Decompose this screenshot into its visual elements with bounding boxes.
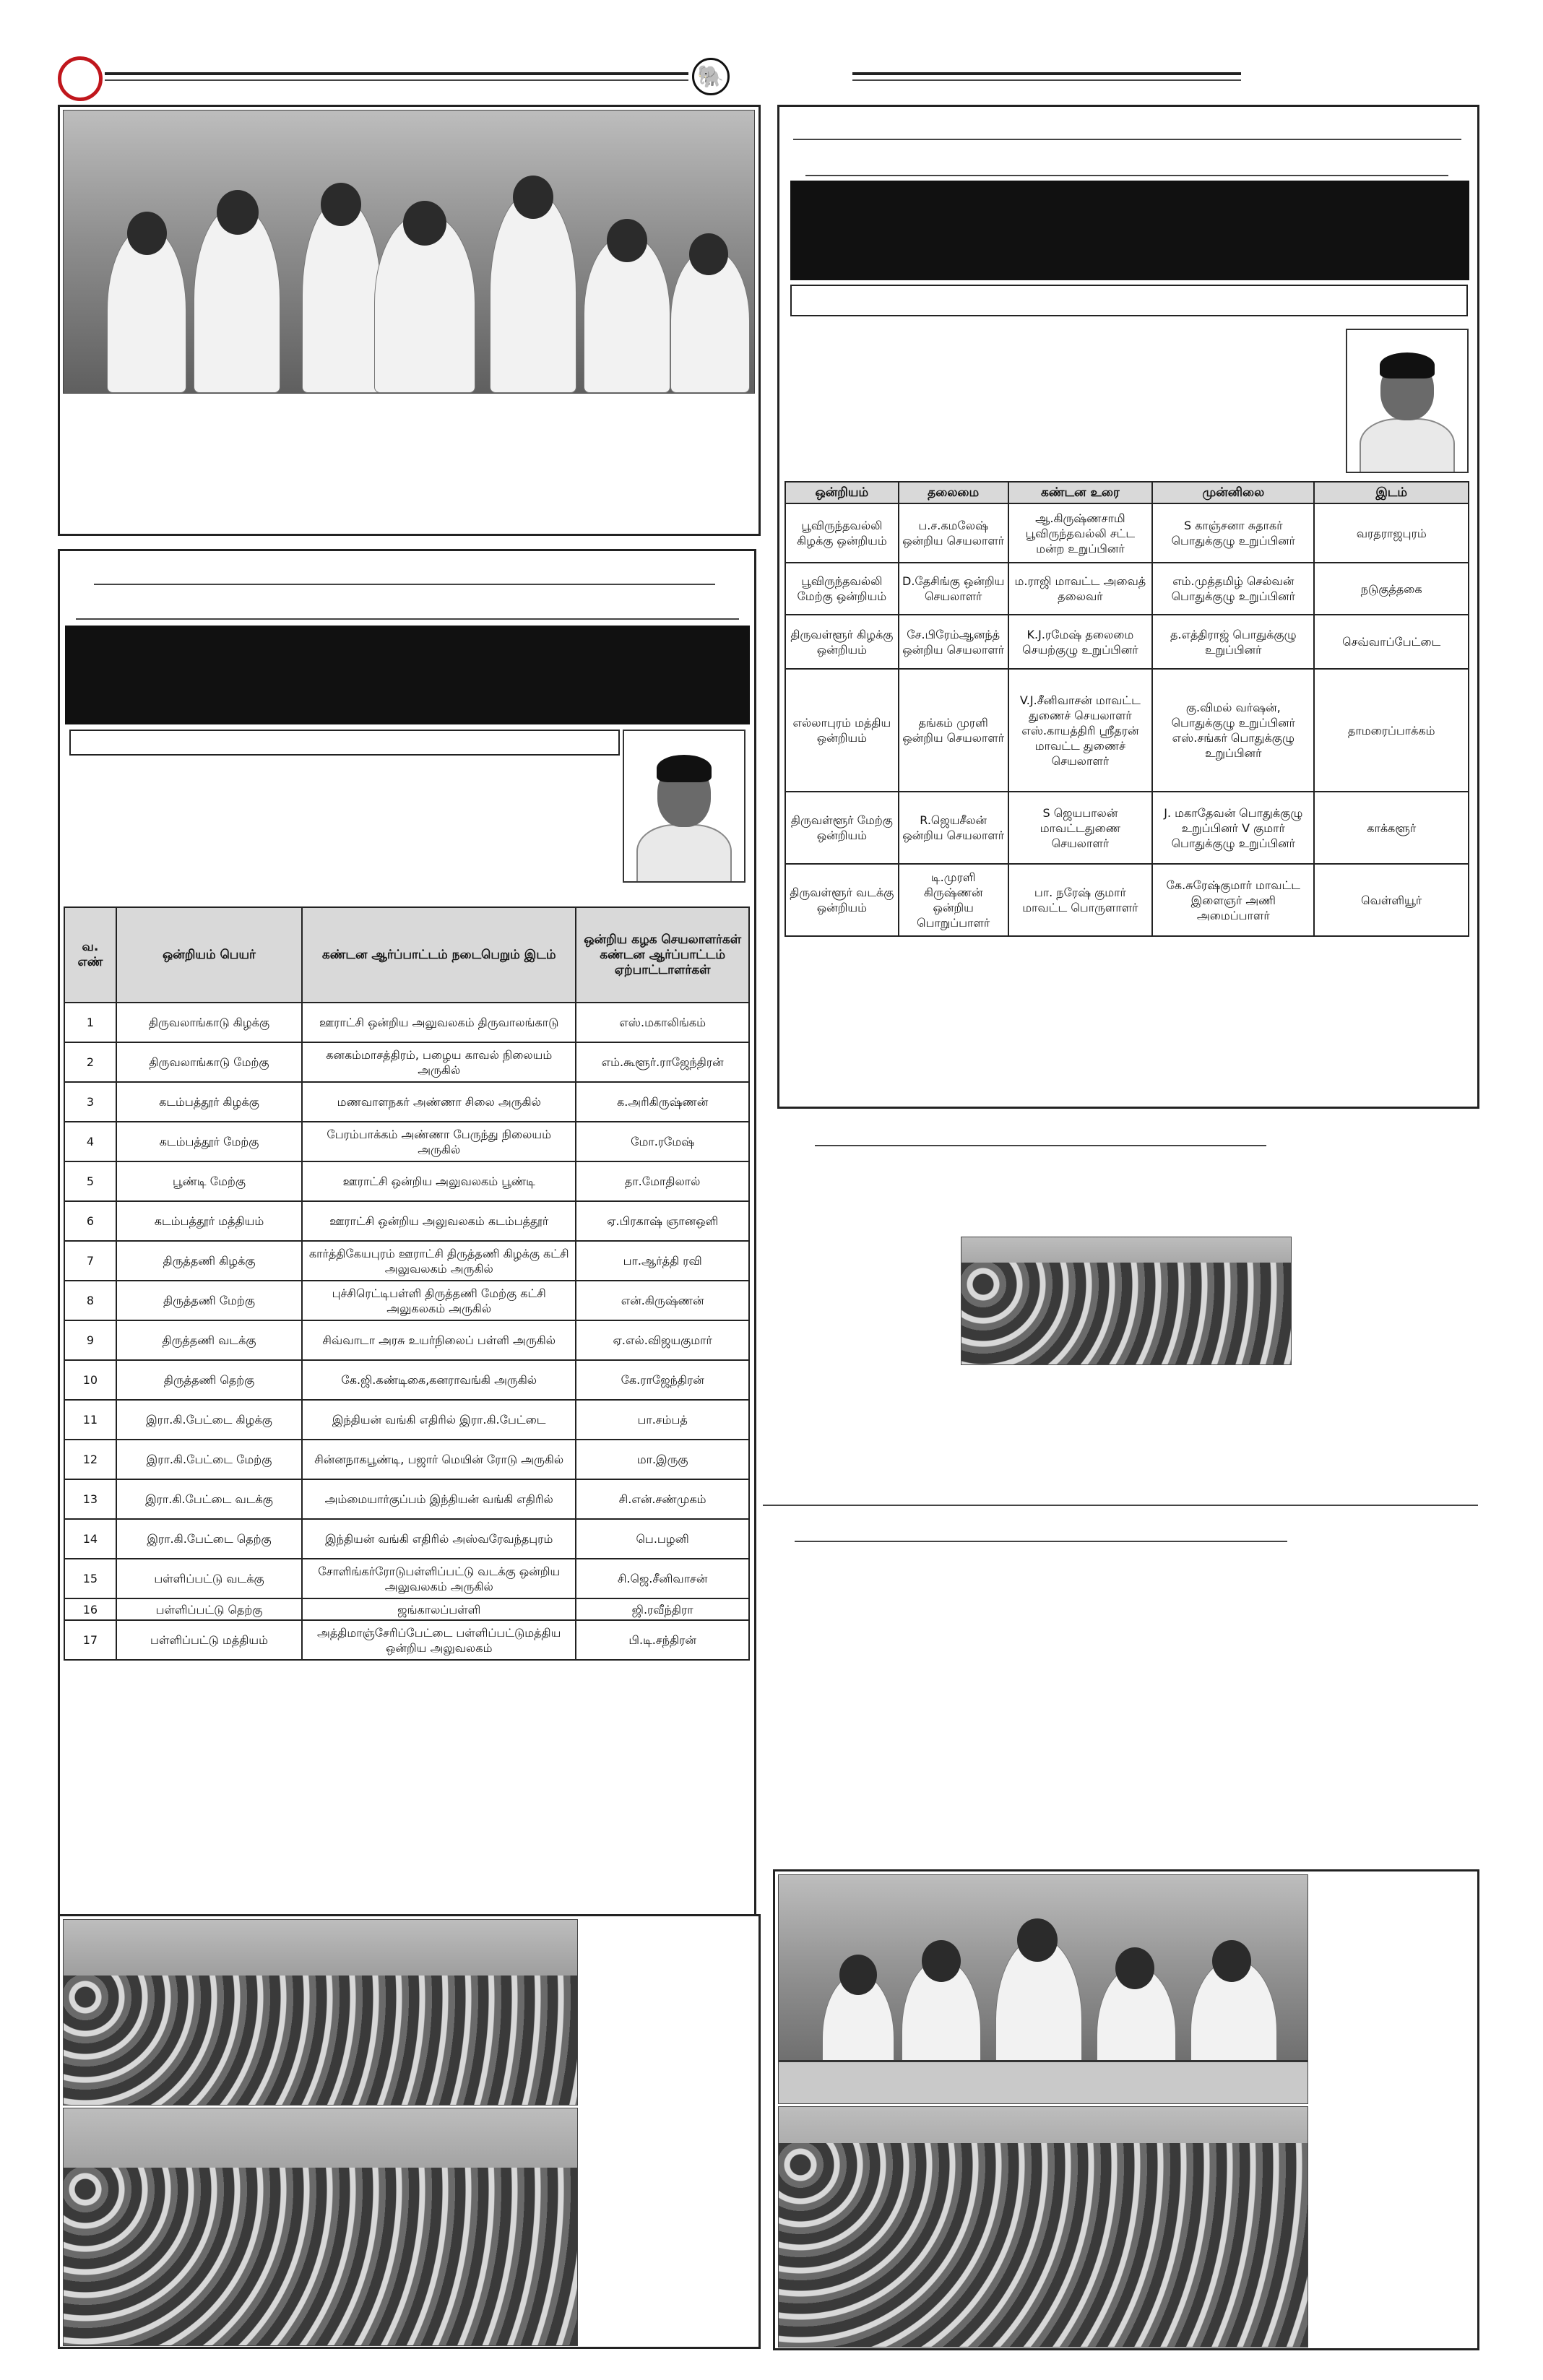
cell-organizer: ஏ.பிரகாஷ் ஞானஒளி (576, 1201, 749, 1241)
table-row (64, 1201, 749, 1241)
cell-presence: கு.விமல் வர்ஷன், பொதுக்குழு உறுப்பினர் எஸ்.சங்கர் பொதுக்குழு உறுப்பினர் (1152, 669, 1314, 792)
cell-place: வெள்ளியூர் (1314, 864, 1469, 936)
article-photo (63, 110, 755, 394)
table-row (64, 1042, 749, 1082)
cell-no: 6 (64, 1201, 116, 1241)
cell-union: கடம்பத்தூர் கிழக்கு (116, 1082, 302, 1122)
cell-venue: இந்தியன் வங்கி எதிரில் அஸ்வரேவந்தபுரம் (302, 1519, 576, 1559)
cell-venue: கனகம்மாசத்திரம், பழைய காவல் நிலையம் அருகில் (302, 1042, 576, 1082)
cell-union: பள்ளிப்பட்டு மத்தியம் (116, 1620, 302, 1660)
cell-venue: ஊராட்சி ஒன்றிய அலுவலகம் பூண்டி (302, 1161, 576, 1201)
masthead-rule-right (852, 72, 1241, 75)
table-row (64, 1082, 749, 1122)
cell-organizer: பி.டி.சந்திரன் (576, 1620, 749, 1660)
cell-no: 5 (64, 1161, 116, 1201)
cell-speech: பா. நரேஷ் குமார் மாவட்ட பொருளாளர் (1008, 864, 1153, 936)
table-row (64, 1161, 749, 1201)
article-right-headline-rule-1 (793, 139, 1461, 140)
col-header-lead: தலைமை (899, 482, 1008, 503)
article-right-headline-bar (790, 181, 1469, 280)
article-bottom-left (58, 1914, 761, 2349)
col-header-organizer: ஒன்றிய கழக செயலாளர்கள் கண்டன ஆர்ப்பாட்டம் ஏற்பாட்டாளர்கள் (576, 907, 749, 1003)
table-row (64, 1620, 749, 1660)
cell-place: செவ்வாப்பேட்டை (1314, 615, 1469, 669)
cell-organizer: ஏ.எல்.விஜயகுமார் (576, 1320, 749, 1360)
masthead-rule-right-2 (852, 79, 1241, 81)
article-left-headline-rule-1 (94, 584, 715, 585)
article-right-divider (763, 1505, 1478, 1506)
table-row (64, 1440, 749, 1479)
cell-union: பூவிருந்தவல்லி மேற்கு ஒன்றியம் (785, 563, 899, 615)
cell-presence: த.எத்திராஜ் பொதுக்குழு உறுப்பினர் (1152, 615, 1314, 669)
cell-venue: கார்த்திகேயபுரம் ஊராட்சி திருத்தணி கிழக்கு கட்சி அலுவலகம் அருகில் (302, 1241, 576, 1281)
table-row (785, 503, 1469, 563)
cell-venue: அத்திமாஞ்சேரிப்பேட்டை பள்ளிப்பட்டுமத்திய ஒன்றிய அலுவலகம் (302, 1620, 576, 1660)
cell-speech: ம.ராஜி மாவட்ட அவைத் தலைவர் (1008, 563, 1153, 615)
cell-union: திருத்தணி கிழக்கு (116, 1241, 302, 1281)
table-row (64, 1598, 749, 1620)
cell-union: திருவள்ளூர் வடக்கு ஒன்றியம் (785, 864, 899, 936)
masthead-rule-left-2 (105, 79, 688, 81)
cell-venue: இந்தியன் வங்கி எதிரில் இரா.கி.பேட்டை (302, 1400, 576, 1440)
cell-speech: ஆ.கிருஷ்ணசாமி பூவிருந்தவல்லி சட்ட மன்ற உறுப்பினர் (1008, 503, 1153, 563)
cell-venue: கே.ஜி.கண்டிகை,கனராவங்கி அருகில் (302, 1360, 576, 1400)
protest-venues-table (64, 906, 750, 1661)
article-bottom-right (773, 1869, 1479, 2350)
cell-no: 3 (64, 1082, 116, 1122)
cell-no: 16 (64, 1598, 116, 1620)
article-bottom-left-photo-1 (63, 1919, 578, 2106)
cell-venue: பேரம்பாக்கம் அண்ணா பேருந்து நிலையம் அருகில் (302, 1122, 576, 1161)
cell-venue: சிவ்வாடா அரசு உயர்நிலைப் பள்ளி அருகில் (302, 1320, 576, 1360)
cell-union: இரா.கி.பேட்டை கிழக்கு (116, 1400, 302, 1440)
cell-place: வரதராஜபுரம் (1314, 503, 1469, 563)
table-row (64, 1400, 749, 1440)
cell-union: பள்ளிப்பட்டு தெற்கு (116, 1598, 302, 1620)
cell-organizer: எஸ்.மகாலிங்கம் (576, 1003, 749, 1042)
cell-union: திருவலாங்காடு கிழக்கு (116, 1003, 302, 1042)
article-bottom-right-photo-1 (778, 1874, 1308, 2104)
cell-union: திருவள்ளூர் கிழக்கு ஒன்றியம் (785, 615, 899, 669)
article-right-mid-rule (815, 1145, 1266, 1146)
table-row (64, 1559, 749, 1598)
cell-lead: டி.முரளி கிருஷ்ணன் ஒன்றிய பொறுப்பாளர் (899, 864, 1008, 936)
cell-no: 2 (64, 1042, 116, 1082)
cell-no: 4 (64, 1122, 116, 1161)
cell-presence: J. மகாதேவன் பொதுக்குழு உறுப்பினர் V குமார் பொதுக்குழு உறுப்பினர் (1152, 792, 1314, 864)
cell-organizer: பா.ஆர்த்தி ரவி (576, 1241, 749, 1281)
table-row (64, 1320, 749, 1360)
cell-venue: மணவாளநகர் அண்ணா சிலை அருகில் (302, 1082, 576, 1122)
table-row (64, 1479, 749, 1519)
cell-organizer: பெ.பழனி (576, 1519, 749, 1559)
masthead-logo (58, 56, 103, 101)
cell-union: பள்ளிப்பட்டு வடக்கு (116, 1559, 302, 1598)
cell-place: காக்களூர் (1314, 792, 1469, 864)
table-row (785, 615, 1469, 669)
cell-no: 7 (64, 1241, 116, 1281)
cell-no: 8 (64, 1281, 116, 1320)
article-right-portrait (1346, 329, 1469, 473)
cell-presence: கே.சுரேஷ்குமார் மாவட்ட இளைஞர் அணி அமைப்பாளர் (1152, 864, 1314, 936)
col-header-presence: முன்னிலை (1152, 482, 1314, 503)
cell-no: 11 (64, 1400, 116, 1440)
cell-union: கடம்பத்தூர் மத்தியம் (116, 1201, 302, 1241)
table-row (785, 669, 1469, 792)
col-header-union: ஒன்றியம் (785, 482, 899, 503)
cell-organizer: சி.ஜெ.சீனிவாசன் (576, 1559, 749, 1598)
cell-no: 13 (64, 1479, 116, 1519)
cell-speech: K.J.ரமேஷ் தலைமை செயற்குழு உறுப்பினர் (1008, 615, 1153, 669)
cell-venue: ஊராட்சி ஒன்றிய அலுவலகம் கடம்பத்தூர் (302, 1201, 576, 1241)
article-left-headline-rule-2 (76, 618, 739, 620)
article-left-portrait (623, 730, 745, 883)
article-right-headline-rule-2 (805, 175, 1448, 176)
table-row (64, 1360, 749, 1400)
cell-venue: ஜங்காலப்பள்ளி (302, 1598, 576, 1620)
cell-union: பூவிருந்தவல்லி கிழக்கு ஒன்றியம் (785, 503, 899, 563)
article-right-mid-photo (961, 1237, 1292, 1365)
cell-lead: தங்கம் முரளி ஒன்றிய செயலாளர் (899, 669, 1008, 792)
article-bottom-left-photo-2 (63, 2108, 578, 2346)
table-row (64, 1241, 749, 1281)
article-right-lower-rule (795, 1541, 1287, 1542)
cell-organizer: கே.ராஜேந்திரன் (576, 1360, 749, 1400)
cell-organizer: என்.கிருஷ்ணன் (576, 1281, 749, 1320)
cell-union: இரா.கி.பேட்டை வடக்கு (116, 1479, 302, 1519)
cell-organizer: பா.சம்பத் (576, 1400, 749, 1440)
cell-organizer: ஜி.ரவீந்திரா (576, 1598, 749, 1620)
cell-lead: D.தேசிங்கு ஒன்றிய செயலாளர் (899, 563, 1008, 615)
table-row (64, 1122, 749, 1161)
cell-no: 17 (64, 1620, 116, 1660)
cell-union: பூண்டி மேற்கு (116, 1161, 302, 1201)
article-left-headline-bar (65, 626, 750, 724)
cell-venue: ஊராட்சி ஒன்றிய அலுவலகம் திருவாலங்காடு (302, 1003, 576, 1042)
cell-no: 14 (64, 1519, 116, 1559)
cell-lead: R.ஜெயசீலன் ஒன்றிய செயலாளர் (899, 792, 1008, 864)
cell-venue: சோளிங்கர்ரோடுபள்ளிப்பட்டு வடக்கு ஒன்றிய அலுவலகம் அருகில் (302, 1559, 576, 1598)
masthead-rule-left (105, 72, 688, 75)
cell-organizer: மா.இருகு (576, 1440, 749, 1479)
table-header-row (64, 907, 749, 1003)
cell-organizer: தா.மோதிலால் (576, 1161, 749, 1201)
cell-place: தாமரைப்பாக்கம் (1314, 669, 1469, 792)
cell-no: 10 (64, 1360, 116, 1400)
table-row (64, 1519, 749, 1559)
article-top-left (58, 105, 761, 536)
cell-union: இரா.கி.பேட்டை தெற்கு (116, 1519, 302, 1559)
cell-presence: S காஞ்சனா சுதாகர் பொதுக்குழு உறுப்பினர் (1152, 503, 1314, 563)
article-right-subhead-box (790, 285, 1468, 316)
cell-no: 1 (64, 1003, 116, 1042)
col-header-serial: வ. எண் (64, 907, 116, 1003)
cell-union: எல்லாபுரம் மத்திய ஒன்றியம் (785, 669, 899, 792)
protest-schedule-table (785, 481, 1469, 937)
cell-union: திருவள்ளூர் மேற்கு ஒன்றியம் (785, 792, 899, 864)
cell-union: திருத்தணி வடக்கு (116, 1320, 302, 1360)
elephant-icon: 🐘 (692, 58, 730, 95)
article-bottom-right-photo-2 (778, 2106, 1308, 2347)
table-row (64, 1281, 749, 1320)
cell-union: கடம்பத்தூர் மேற்கு (116, 1122, 302, 1161)
cell-presence: எம்.முத்தமிழ் செல்வன் பொதுக்குழு உறுப்பினர் (1152, 563, 1314, 615)
col-header-venue: கண்டன ஆர்ப்பாட்டம் நடைபெறும் இடம் (302, 907, 576, 1003)
article-left-subhead-box (69, 730, 620, 756)
cell-speech: V.J.சீனிவாசன் மாவட்ட துணைச் செயலாளர் எஸ்.காயத்திரி ஸ்ரீதரன் மாவட்ட துணைச் செயலாளர் (1008, 669, 1153, 792)
table-header-row (785, 482, 1469, 503)
cell-no: 12 (64, 1440, 116, 1479)
cell-place: நடுகுத்தகை (1314, 563, 1469, 615)
table-row (785, 792, 1469, 864)
col-header-place: இடம் (1314, 482, 1469, 503)
cell-no: 9 (64, 1320, 116, 1360)
cell-venue: சின்னநாகபூண்டி, பஜார் மெயின் ரோடு அருகில் (302, 1440, 576, 1479)
cell-organizer: சி.என்.சண்முகம் (576, 1479, 749, 1519)
table-row (64, 1003, 749, 1042)
cell-lead: ப.ச.கமலேஷ் ஒன்றிய செயலாளர் (899, 503, 1008, 563)
cell-union: திருத்தணி தெற்கு (116, 1360, 302, 1400)
cell-organizer: எம்.கூளூர்.ராஜேந்திரன் (576, 1042, 749, 1082)
col-header-union: ஒன்றியம் பெயர் (116, 907, 302, 1003)
table-row (785, 563, 1469, 615)
cell-no: 15 (64, 1559, 116, 1598)
cell-lead: சே.பிரேம்ஆனந்த் ஒன்றிய செயலாளர் (899, 615, 1008, 669)
cell-organizer: க.அரிகிருஷ்ணன் (576, 1082, 749, 1122)
cell-union: திருவலாங்காடு மேற்கு (116, 1042, 302, 1082)
table-row (785, 864, 1469, 936)
cell-union: திருத்தணி மேற்கு (116, 1281, 302, 1320)
cell-venue: அம்மையார்குப்பம் இந்தியன் வங்கி எதிரில் (302, 1479, 576, 1519)
cell-organizer: மோ.ரமேஷ் (576, 1122, 749, 1161)
cell-venue: புச்சிரெட்டிபள்ளி திருத்தணி மேற்கு கட்சி அலுகலகம் அருகில் (302, 1281, 576, 1320)
cell-union: இரா.கி.பேட்டை மேற்கு (116, 1440, 302, 1479)
cell-speech: S ஜெயபாலன் மாவட்டதுணை செயலாளர் (1008, 792, 1153, 864)
col-header-speech: கண்டன உரை (1008, 482, 1153, 503)
